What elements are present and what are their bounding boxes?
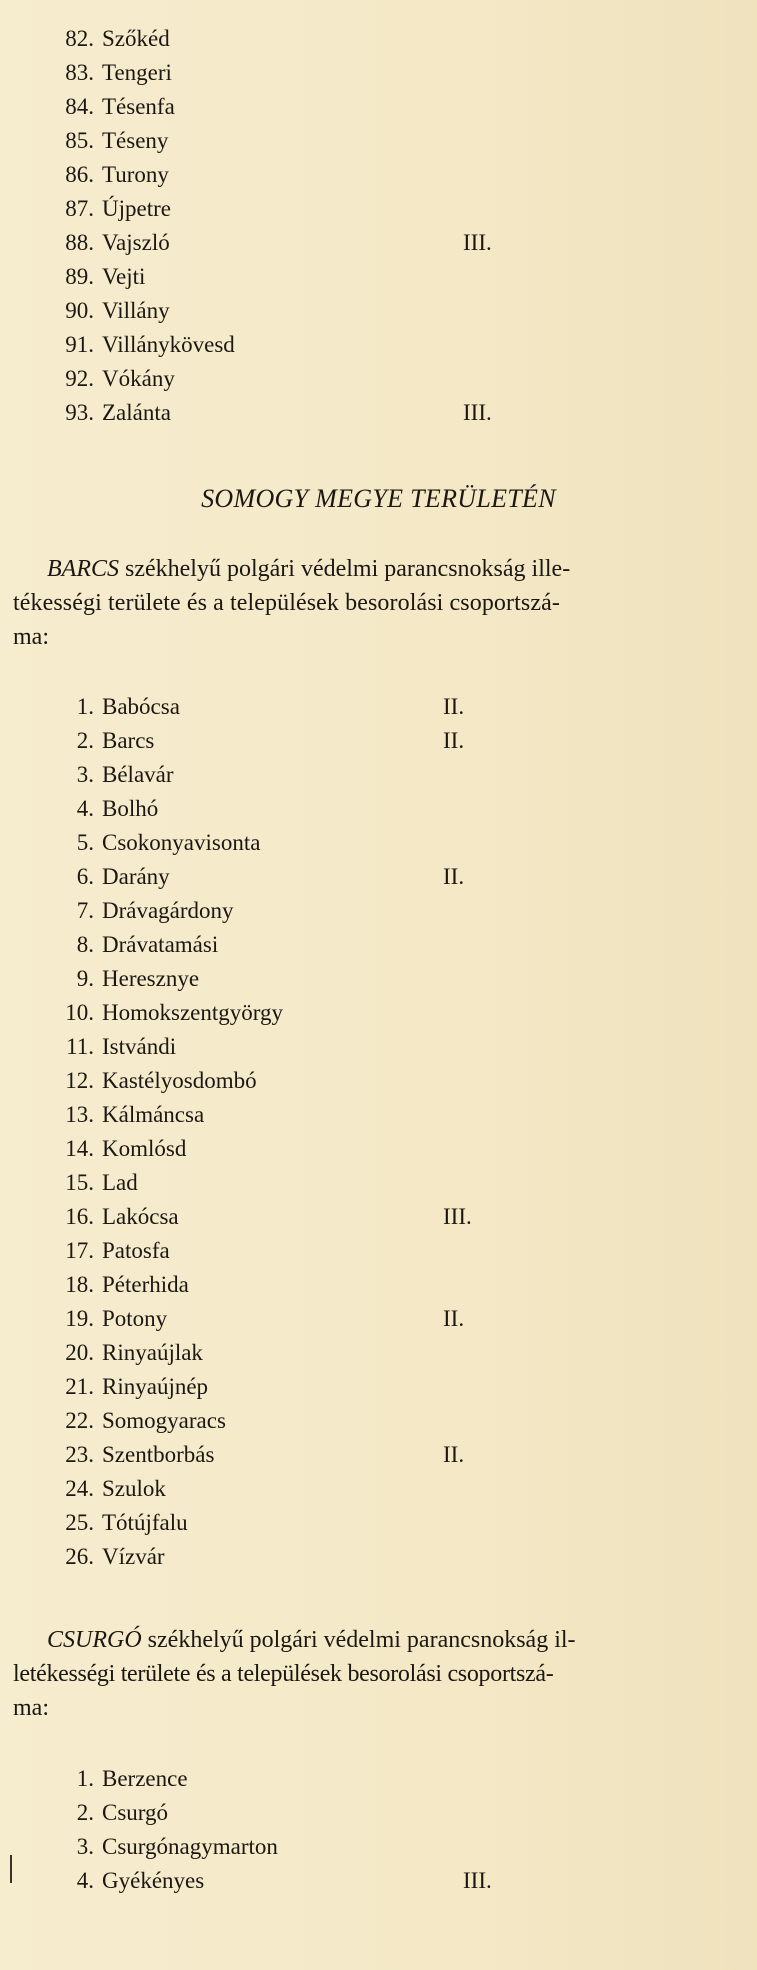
barcs-lead: BARCS bbox=[47, 556, 119, 582]
list-item-number: 14. bbox=[65, 1136, 94, 1161]
list-item bbox=[42, 1064, 522, 1098]
list-item-number: 16. bbox=[65, 1204, 94, 1229]
list-item-number: 4. bbox=[76, 796, 94, 821]
list-item-number: 6. bbox=[76, 864, 94, 889]
list-item bbox=[42, 1302, 522, 1336]
list-item-number: 2. bbox=[76, 728, 94, 753]
list-item bbox=[42, 396, 522, 430]
list-item bbox=[42, 928, 522, 962]
list-item-name: Rinyaújnép bbox=[102, 1374, 209, 1399]
list-item-name: Csurgónagymarton bbox=[102, 1834, 278, 1859]
list-item-name: Vejti bbox=[102, 264, 146, 289]
csurgo-intro-line-3: ma: bbox=[13, 1695, 49, 1721]
list-item bbox=[42, 328, 522, 362]
list-item-name: Csokonyavisonta bbox=[102, 830, 261, 855]
list-item-name: Kastélyosdombó bbox=[102, 1068, 257, 1093]
csurgo-intro-paragraph bbox=[13, 1623, 739, 1725]
list-item-number: 18. bbox=[65, 1272, 94, 1297]
list-item bbox=[42, 1506, 522, 1540]
list-item-name: Újpetre bbox=[102, 196, 171, 221]
list-item bbox=[42, 1472, 522, 1506]
barcs-intro-line-3: ma: bbox=[13, 624, 49, 650]
list-item-category: II. bbox=[443, 1306, 465, 1331]
list-item-name: Tengeri bbox=[102, 60, 172, 85]
list-item-number: 93. bbox=[65, 400, 94, 425]
list-item-number: 15. bbox=[65, 1170, 94, 1195]
list-item-number: 86. bbox=[65, 162, 94, 187]
list-item-number: 89. bbox=[65, 264, 94, 289]
list-item-name: Vajszló bbox=[102, 230, 170, 255]
list-item-category: III. bbox=[463, 1868, 492, 1893]
list-item-name: Villánykövesd bbox=[102, 332, 235, 357]
list-item bbox=[42, 826, 522, 860]
list-item-name: Csurgó bbox=[102, 1800, 169, 1825]
list-item-number: 11. bbox=[66, 1034, 94, 1059]
list-item-name: Bolhó bbox=[102, 796, 159, 821]
list-item-name: Berzence bbox=[102, 1766, 188, 1791]
list-item-name: Péterhida bbox=[102, 1272, 189, 1297]
list-item bbox=[42, 724, 522, 758]
barcs-line1-rest: székhelyű polgári védelmi parancsnokság ille- bbox=[125, 556, 571, 582]
list-item-number: 91. bbox=[65, 332, 94, 357]
list-item-number: 17. bbox=[65, 1238, 94, 1263]
list-item bbox=[42, 294, 522, 328]
list-item-name: Villány bbox=[102, 298, 170, 323]
list-item-number: 82. bbox=[65, 26, 94, 51]
list-item-number: 25. bbox=[65, 1510, 94, 1535]
list-item bbox=[42, 758, 522, 792]
list-item-name: Zalánta bbox=[102, 400, 171, 425]
list-item-number: 7. bbox=[76, 898, 94, 923]
list-item-number: 5. bbox=[76, 830, 94, 855]
list-item bbox=[42, 1132, 522, 1166]
list-item-name: Barcs bbox=[102, 728, 155, 753]
list-item-category: II. bbox=[443, 728, 465, 753]
list-item-name: Komlósd bbox=[102, 1136, 187, 1161]
list-item-name: Téseny bbox=[102, 128, 169, 153]
list-item bbox=[42, 260, 522, 294]
list-item-name: Patosfa bbox=[102, 1238, 170, 1263]
list-item-number: 83. bbox=[65, 60, 94, 85]
list-item-name: Homokszentgyörgy bbox=[102, 1000, 284, 1025]
list-item-name: Gyékényes bbox=[102, 1868, 205, 1893]
list-item-number: 26. bbox=[65, 1544, 94, 1569]
list-item-number: 1. bbox=[76, 694, 94, 719]
list-item bbox=[42, 192, 522, 226]
list-item bbox=[42, 362, 522, 396]
list-item-number: 23. bbox=[65, 1442, 94, 1467]
list-item-number: 10. bbox=[65, 1000, 94, 1025]
list-item-number: 92. bbox=[65, 366, 94, 391]
list-item bbox=[42, 226, 522, 260]
list-item bbox=[42, 1370, 522, 1404]
list-item-category: III. bbox=[463, 230, 492, 255]
list-item bbox=[42, 860, 522, 894]
list-item-category: II. bbox=[443, 694, 465, 719]
list-item bbox=[42, 56, 522, 90]
csurgo-lead: CSURGÓ bbox=[47, 1627, 142, 1653]
list-item-name: Szőkéd bbox=[102, 26, 170, 51]
list-item-number: 88. bbox=[65, 230, 94, 255]
list-item-name: Heresznye bbox=[102, 966, 200, 991]
list-item-number: 19. bbox=[65, 1306, 94, 1331]
list-item-name: Somogyaracs bbox=[102, 1408, 226, 1433]
list-item-name: Tótújfalu bbox=[102, 1510, 188, 1535]
list-item bbox=[42, 1762, 522, 1796]
barcs-intro-line-1 bbox=[13, 552, 739, 586]
list-item-number: 2. bbox=[76, 1800, 94, 1825]
list-item bbox=[42, 1200, 522, 1234]
list-item-number: 3. bbox=[76, 762, 94, 787]
list-item-category: II. bbox=[443, 1442, 465, 1467]
list-item bbox=[42, 1166, 522, 1200]
list-item-category: III. bbox=[443, 1204, 472, 1229]
list-item-number: 85. bbox=[65, 128, 94, 153]
list-item-number: 1. bbox=[76, 1766, 94, 1791]
list-item-name: Lad bbox=[102, 1170, 138, 1195]
csurgo-intro-line-2: letékességi területe és a települések besorolási csoportszá- bbox=[13, 1661, 554, 1687]
list-item bbox=[42, 1796, 522, 1830]
barcs-intro-line-2: tékességi területe és a települések besorolási csoportszá- bbox=[13, 590, 560, 616]
list-item bbox=[42, 158, 522, 192]
list-item bbox=[42, 1234, 522, 1268]
list-item-number: 8. bbox=[76, 932, 94, 957]
list-item bbox=[42, 124, 522, 158]
list-item bbox=[42, 1268, 522, 1302]
list-item bbox=[42, 1030, 522, 1064]
list-item bbox=[42, 1098, 522, 1132]
list-item bbox=[42, 22, 522, 56]
list-item-number: 9. bbox=[76, 966, 94, 991]
csurgo-line1-rest: székhelyű polgári védelmi parancsnokság il- bbox=[147, 1627, 576, 1653]
list-item-number: 13. bbox=[65, 1102, 94, 1127]
list-item bbox=[42, 792, 522, 826]
list-item-name: Turony bbox=[102, 162, 169, 187]
list-item bbox=[42, 962, 522, 996]
list-item-number: 20. bbox=[65, 1340, 94, 1365]
list-item-name: Szulok bbox=[102, 1476, 166, 1501]
csurgo-intro-line-1 bbox=[13, 1623, 739, 1657]
list-item bbox=[42, 1438, 522, 1472]
list-item-number: 90. bbox=[65, 298, 94, 323]
list-item bbox=[42, 690, 522, 724]
list-item-name: Lakócsa bbox=[102, 1204, 179, 1229]
list-item bbox=[42, 1864, 522, 1898]
list-item-name: Istvándi bbox=[102, 1034, 177, 1059]
list-item-number: 3. bbox=[76, 1834, 94, 1859]
list-item bbox=[42, 1830, 522, 1864]
list-item-number: 4. bbox=[76, 1868, 94, 1893]
list-item-number: 87. bbox=[65, 196, 94, 221]
list-item-name: Rinyaújlak bbox=[102, 1340, 203, 1365]
list-item-number: 84. bbox=[65, 94, 94, 119]
barcs-intro-paragraph bbox=[13, 552, 739, 654]
list-item-number: 21. bbox=[65, 1374, 94, 1399]
page-edge-rule bbox=[10, 1855, 12, 1883]
list-item-name: Vókány bbox=[102, 366, 175, 391]
list-item-name: Tésenfa bbox=[102, 94, 175, 119]
list-item-number: 22. bbox=[65, 1408, 94, 1433]
list-item-name: Szentborbás bbox=[102, 1442, 215, 1467]
top-settlement-list bbox=[42, 22, 522, 430]
list-item bbox=[42, 90, 522, 124]
barcs-settlement-list bbox=[42, 690, 522, 1574]
list-item-name: Potony bbox=[102, 1306, 168, 1331]
list-item bbox=[42, 1404, 522, 1438]
section-heading: SOMOGY MEGYE TERÜLETÉN bbox=[201, 484, 556, 513]
list-item bbox=[42, 996, 522, 1030]
list-item-category: II. bbox=[443, 864, 465, 889]
list-item-name: Vízvár bbox=[102, 1544, 165, 1569]
list-item-name: Kálmáncsa bbox=[102, 1102, 205, 1127]
list-item-name: Bélavár bbox=[102, 762, 174, 787]
list-item bbox=[42, 1336, 522, 1370]
csurgo-settlement-list bbox=[42, 1762, 522, 1898]
list-item bbox=[42, 1540, 522, 1574]
list-item-number: 24. bbox=[65, 1476, 94, 1501]
list-item-category: III. bbox=[463, 400, 492, 425]
list-item-name: Drávatamási bbox=[102, 932, 219, 957]
list-item bbox=[42, 894, 522, 928]
list-item-number: 12. bbox=[65, 1068, 94, 1093]
list-item-name: Babócsa bbox=[102, 694, 180, 719]
list-item-name: Darány bbox=[102, 864, 170, 889]
list-item-name: Drávagárdony bbox=[102, 898, 234, 923]
